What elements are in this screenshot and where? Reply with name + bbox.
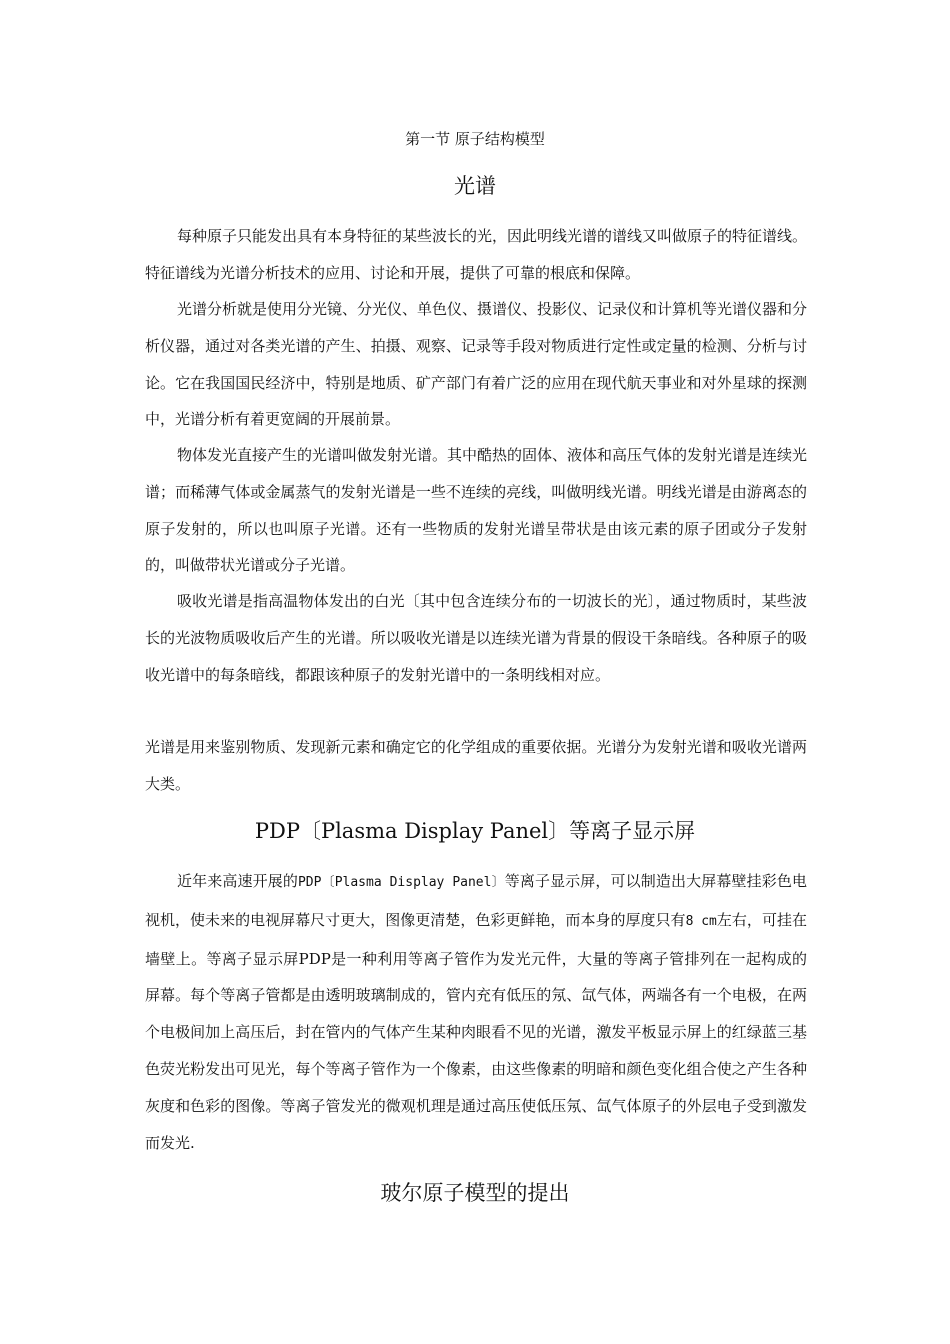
paragraph-pdp [145, 863, 807, 1161]
paragraph-absorption-spectrum: 吸收光谱是指高温物体发出的白光〔其中包含连续分布的一切波长的光〕，通过物质时，某些波长的光波物质吸收后产生的光谱。所以吸收光谱是以连续光谱为背景的假设干条暗线。各种原子的吸收光谱中的每条暗线，都跟该种原子的发射光谱中的一条明线相对应。 [145, 592, 807, 684]
heading-pdp: PDP〔Plasma Display Panel〕等离子显示屏 [254, 819, 696, 843]
heading-bohr-model: 玻尔原子模型的提出 [380, 1181, 570, 1205]
paragraph-spectrum-summary: 光谱是用来鉴别物质、发现新元素和确定它的化学组成的重要依据。光谱分为发射光谱和吸收光谱两大类。 [145, 738, 807, 793]
pdp-thickness-value: 8 cm [685, 913, 717, 929]
section-title: 第一节 原子结构模型 [405, 130, 545, 148]
pdp-text-part-2: 等离子显示屏，可以制造出大屏幕壁挂彩色电视机，使未来的电视屏幕尺寸更大，图像更清楚，色彩更鲜艳，而本身的厚度只有 [145, 872, 807, 929]
pdp-acronym-text: PDP〔Plasma Display Panel〕 [297, 875, 505, 890]
heading-spectrum: 光谱 [454, 174, 496, 198]
pdp-text-part-1: 近年来高速开展的 [177, 872, 298, 890]
paragraph-emission-spectrum: 物体发光直接产生的光谱叫做发射光谱。其中酷热的固体、液体和高压气体的发射光谱是连续光谱；而稀薄气体或金属蒸气的发射光谱是一些不连续的亮线，叫做明线光谱。明线光谱是由游离态的原子发射的，所以也叫原子光谱。还有一些物质的发射光谱呈带状是由该元素的原子团或分子发射的，叫做带状光谱或分子光谱。 [145, 446, 808, 575]
paragraph-spectral-analysis: 光谱分析就是使用分光镜、分光仪、单色仪、摄谱仪、投影仪、记录仪和计算机等光谱仪器和分析仪器，通过对各类光谱的产生、拍摄、观察、记录等手段对物质进行定性或定量的检测、分析与讨论。它在我国国民经济中，特别是地质、矿产部门有着广泛的应用在现代航天事业和对外星球的探测中，光谱分析有着更宽阔的开展前景。 [145, 300, 808, 429]
paragraph-characteristic-lines: 每种原子只能发出具有本身特征的某些波长的光，因此明线光谱的谱线又叫做原子的特征谱线。特征谱线为光谱分析技术的应用、讨论和开展，提供了可靠的根底和保障。 [145, 227, 808, 282]
pdp-text-part-3: 左右，可挂在墙壁上。等离子显示屏PDP是一种利用等离子管作为发光元件，大量的等离子管排列在一起构成的屏幕。每个等离子管都是由透明玻璃制成的，管内充有低压的氖、氙气体，两端各有一个电极，在两个电极间加上高压后，封在管内的气体产生某种肉眼看不见的光谱，激发平板显示屏上的红绿蓝三基色荧光粉发出可见光，每个等离子管作为一个像素，由这些像素的明暗和颜色变化组合使之产生各种灰度和色彩的图像。等离子管发光的微观机理是通过高压使低压氖、氙气体原子的外层电子受到激发而发光. [145, 910, 807, 1152]
